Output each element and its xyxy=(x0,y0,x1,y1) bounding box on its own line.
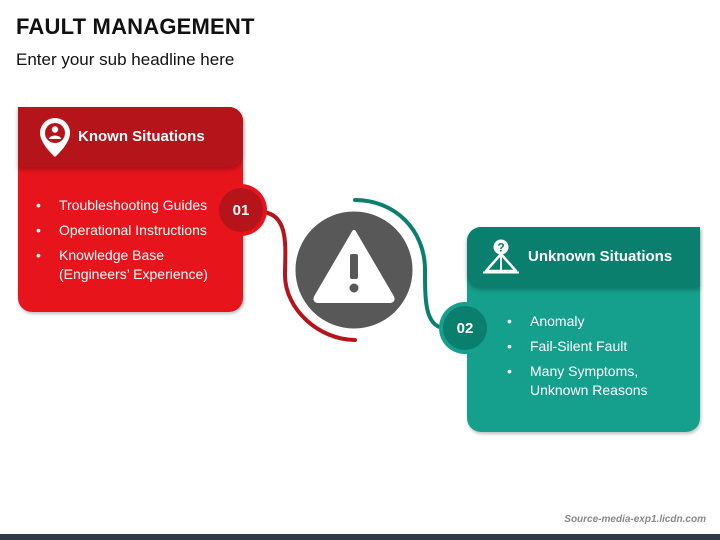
svg-text:?: ? xyxy=(497,240,505,255)
unknown-situations-card xyxy=(467,227,700,432)
unknown-situations-header xyxy=(467,227,700,287)
source-credit: Source-media-exp1.licdn.com xyxy=(564,514,706,525)
known-situations-card xyxy=(18,107,243,312)
footer-bar xyxy=(0,534,720,540)
list-item: • Knowledge Base (Engineers’ Experience) xyxy=(36,246,236,284)
list-item: • Fail-Silent Fault xyxy=(507,337,692,356)
unknown-situations-title: Unknown Situations xyxy=(528,248,673,265)
step-badge-02: 02 xyxy=(443,306,487,350)
list-item: • Troubleshooting Guides xyxy=(36,196,236,215)
question-tree-icon xyxy=(482,239,520,275)
list-item: • Anomaly xyxy=(507,312,692,331)
person-location-pin-icon xyxy=(39,117,71,159)
known-situations-title: Known Situations xyxy=(78,128,205,145)
page-title: FAULT MANAGEMENT xyxy=(16,14,255,39)
warning-circle xyxy=(294,210,414,330)
unknown-situations-list xyxy=(507,312,692,406)
list-item: • Many Symptoms, Unknown Reasons xyxy=(507,362,692,400)
step-badge-01: 01 xyxy=(219,188,263,232)
list-item: • Operational Instructions xyxy=(36,221,236,240)
known-situations-header xyxy=(18,107,243,167)
page-subtitle: Enter your sub headline here xyxy=(16,50,235,69)
known-situations-list xyxy=(36,196,236,290)
